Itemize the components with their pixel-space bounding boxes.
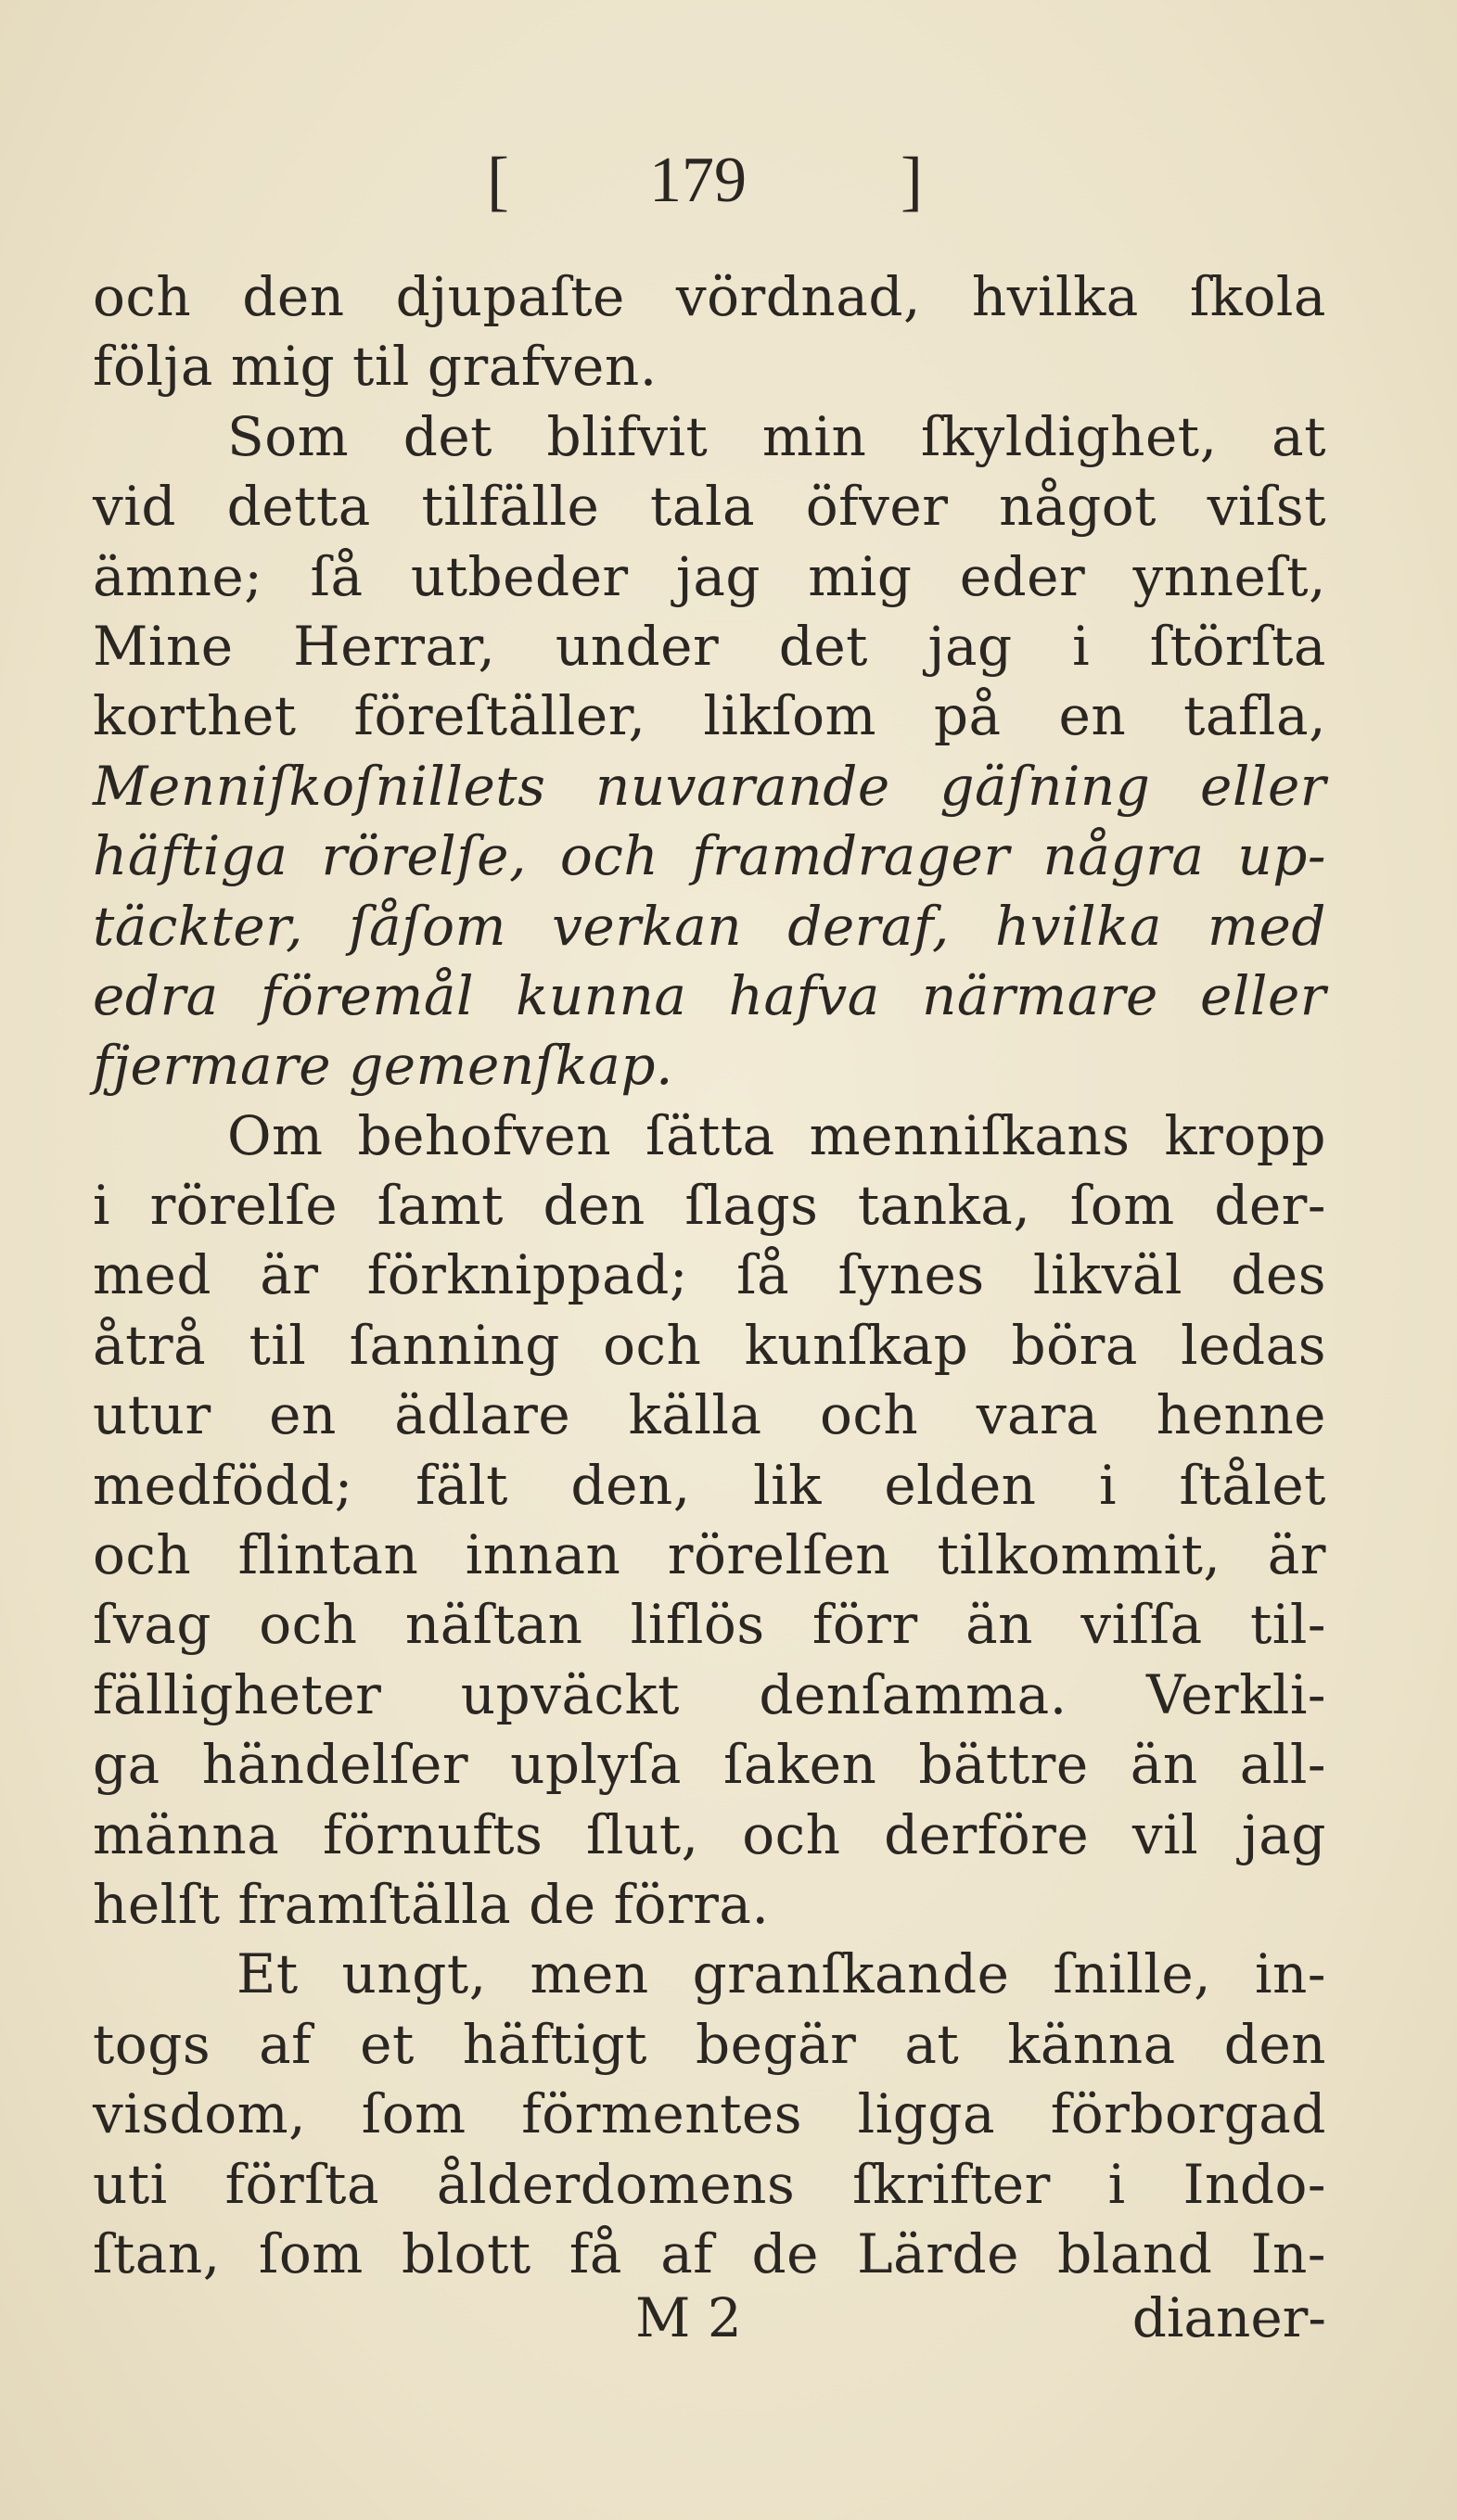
text-line: Mine Herrar, under det jag i ſtörſta: [93, 614, 1326, 678]
text-line: täckter, ſåſom verkan deraf, hvilka med: [93, 894, 1326, 958]
page-number: 179: [649, 145, 747, 216]
text-line: ſvag och näſtan liflös förr än viſſa til-: [93, 1593, 1326, 1657]
text-line: fälligheter upväckt denſamma. Verkli-: [93, 1662, 1326, 1726]
text-line: edra föremål kunna hafva närmare eller: [93, 963, 1326, 1027]
text-line: ämne; ſå utbeder jag mig eder ynneſt,: [93, 544, 1326, 608]
text-line: uti förſta ålderdomens ſkrifter i Indo-: [93, 2152, 1326, 2216]
body-text: [93, 262, 1326, 2289]
text-line: korthet föreſtäller, likſom på en tafla,: [93, 684, 1326, 748]
signature-mark: M 2: [635, 2286, 742, 2349]
text-line: vid detta tilfälle tala öfver något viſst: [93, 475, 1326, 539]
text-line: Som det blifvit min ſkyldighet, at: [227, 404, 1326, 468]
text-line: fjermare gemenſkap.: [93, 1034, 673, 1098]
catchword: dianer-: [1131, 2286, 1326, 2349]
text-line: utur en ädlare källa och vara henne: [93, 1383, 1326, 1447]
text-line: häftiga rörelſe, och framdrager några up-: [93, 824, 1326, 888]
text-line: och flintan innan rörelſen tilkommit, är: [93, 1523, 1326, 1587]
page-header: [487, 130, 923, 232]
text-line: medfödd; fält den, lik elden i ſtålet: [93, 1453, 1326, 1517]
text-line: visdom, ſom förmentes ligga förborgad: [93, 2082, 1326, 2146]
header-bracket-left: [: [487, 144, 509, 218]
header-bracket-right: ]: [901, 144, 923, 218]
text-line: och den djupaſte vördnad, hvilka ſkola: [93, 265, 1326, 328]
text-line: följa mig til grafven.: [93, 335, 658, 399]
text-line: ſtan, ſom blott få af de Lärde bland In-: [93, 2221, 1326, 2285]
text-line: i rörelſe ſamt den ſlags tanka, ſom der-: [93, 1174, 1326, 1238]
text-line: männa förnufts ſlut, och derföre vil jag: [93, 1802, 1326, 1866]
text-line: helſt framſtälla de förra.: [93, 1872, 770, 1936]
text-line: togs af et häftigt begär at känna den: [93, 2012, 1326, 2076]
text-line: åtrå til ſanning och kunſkap böra ledas: [93, 1313, 1326, 1377]
text-line: med är förknippad; ſå ſynes likväl des: [93, 1243, 1326, 1307]
text-line: Menniſkoſnillets nuvarande gäſning eller: [93, 754, 1326, 818]
text-line: Om behofven ſätta menniſkans kropp: [227, 1103, 1326, 1167]
text-line: ga händelſer uplyſa ſaken bättre än all-: [93, 1733, 1326, 1797]
text-line: Et ungt, men granſkande ſnille, in-: [236, 1942, 1326, 2006]
page-footer: [93, 2281, 1326, 2355]
